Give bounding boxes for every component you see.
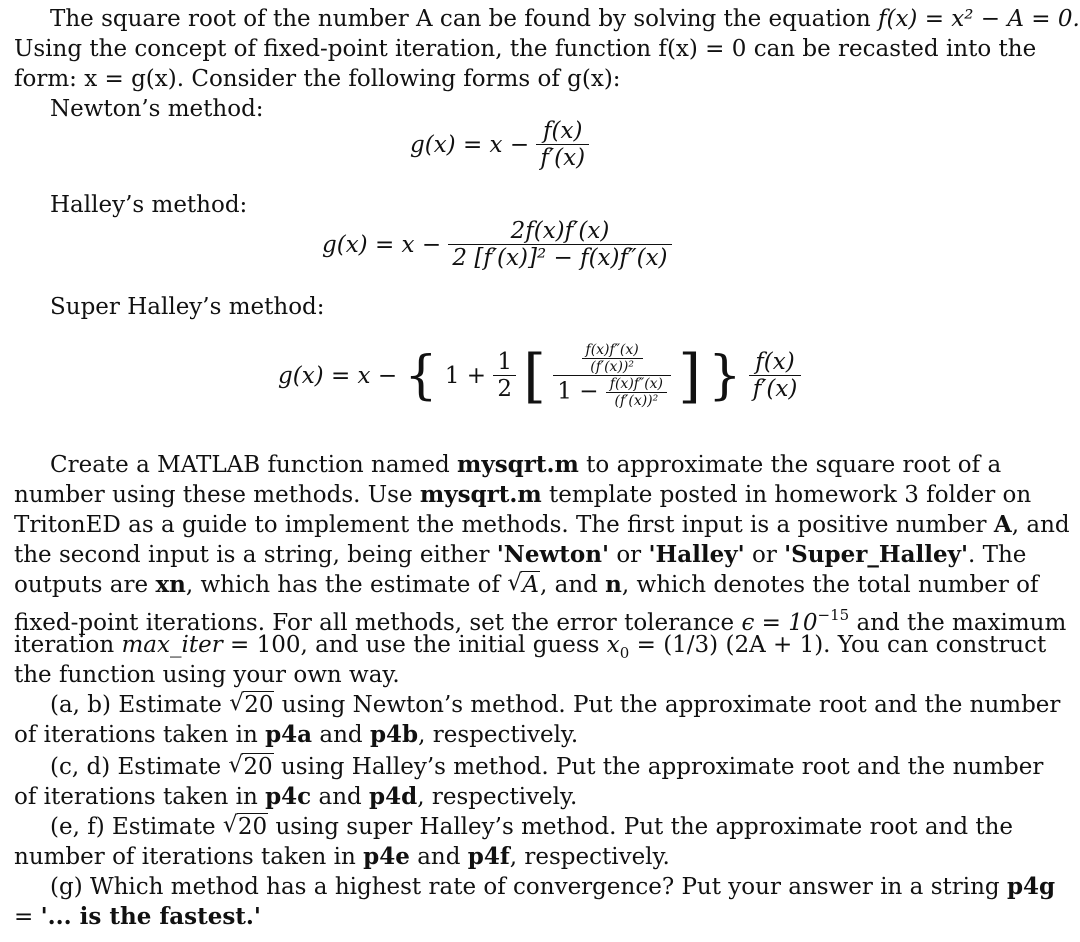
part-ab-line-1: (a, b) Estimate √ 20 using Newton’s method. Put the approximate root and the number (50, 690, 992, 720)
sqrt-20: √ 20 (228, 752, 273, 782)
part-g-line-2: = '... is the fastest.' (14, 903, 261, 930)
para-line-3: TritonED as a guide to implement the methods. The first input is a positive number A, and (14, 511, 1070, 538)
newton-label: Newton’s method: (50, 96, 264, 122)
para-line-8: the function using your own way. (14, 662, 400, 688)
halley-label: Halley’s method: (50, 192, 248, 218)
intro-line-2: Using the concept of fixed-point iteration, the function f(x) = 0 can be recasted into the (14, 36, 1037, 62)
para-line-2: number using these methods. Use mysqrt.m template posted in homework 3 folder on (14, 481, 1032, 508)
part-ef-line-1: (e, f) Estimate √ 20 using super Halley’s method. Put the approximate root and the (50, 812, 992, 842)
super-halley-label: Super Halley’s method: (50, 294, 325, 320)
sqrt-20: √ 20 (229, 690, 274, 720)
para-line-7: iteration max_iter = 100, and use the initial guess $x_0 = (1/3) (2A + 1)$. You can construct (14, 632, 1047, 662)
part-ef-line-2: number of iterations taken in p4e and p4f, respectively. (14, 843, 670, 870)
part-cd-line-1: (c, d) Estimate √ 20 using Halley’s method. Put the approximate root and the number (50, 752, 992, 782)
sqrt-a: √ A (507, 570, 540, 600)
newton-equation: g(x) = x − $\frac{f(x)}{f'(x)}$ (410, 118, 589, 171)
halley-equation: g(x) = x − $\frac{2f(x)f'(x)}{\text{2 [f′(x)]² − f(x)f″(x)}}$ (322, 218, 672, 271)
super-halley-equation: g(x) = x − { 1 + $\frac{1}{2}$ [ $\frac{f(x)f''(x)}{\text{(f′(x))²}}$ 1 − $\frac{f(x)f''(x)}{\text{(f′(x))²}}$ ] } $\frac{f(x)}{f'(x)}$ (278, 342, 801, 409)
intro-line-1: The square root of the number A can be found by solving the equation f(x) = x² − A = 0. (50, 6, 1080, 32)
part-g-line-1: (g) Which method has a highest rate of convergence? Put your answer in a string p4g (50, 873, 1056, 900)
para-line-4: the second input is a string, being either 'Newton' or 'Halley' or 'Super_Halley'. The (14, 541, 1027, 568)
sqrt-20: √ 20 (223, 812, 268, 842)
part-cd-line-2: of iterations taken in p4c and p4d, respectively. (14, 783, 578, 810)
part-ab-line-2: of iterations taken in p4a and p4b, respectively. (14, 721, 579, 748)
para-line-5: outputs are xn, which has the estimate of √ A, and n, which denotes the total number of (14, 570, 992, 600)
intro-line-3: form: x = g(x). Consider the following forms of g(x): (14, 66, 621, 92)
para-line-1: Create a MATLAB function named mysqrt.m to approximate the square root of a (50, 451, 1002, 478)
para-line-6: fixed-point iterations. For all methods, set the error tolerance $\epsilon = 10^{-15}$ and the maximum (14, 606, 1067, 636)
